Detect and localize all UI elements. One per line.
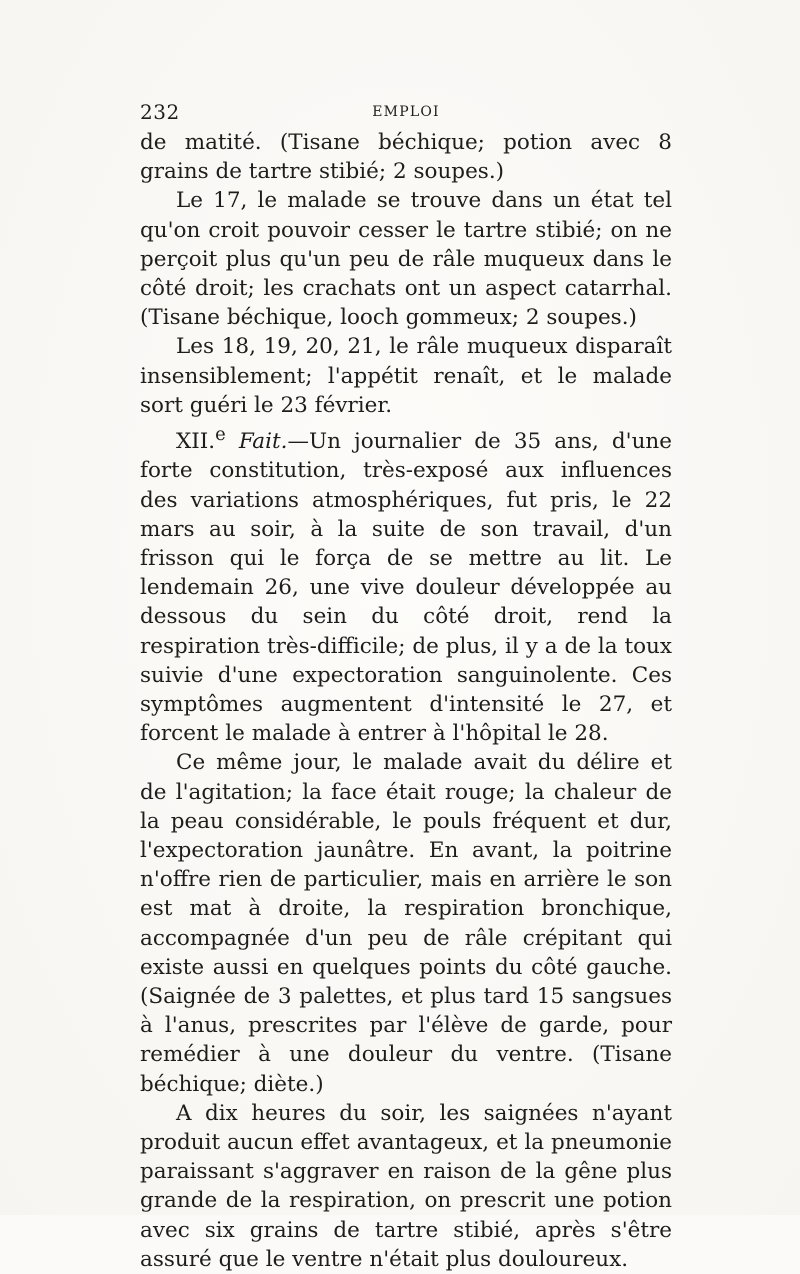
running-head: EMPLOI xyxy=(372,104,440,120)
case-title: Fait. xyxy=(238,429,288,455)
case-text: —Un journalier de 35 ans, d'une forte constitution, très-exposé aux influences des variations atmosphériques, fut pris, le 22 mars au soir, à la suite de son travail, d'un frisson qui le força de se mettre au lit. Le lendemain 26, une vive douleur développée au dessous du sein du côté droit, rend la respiration très-difficile; de plus, il y a de la toux suivie d'une expectoration sanguinolente. Ces symptômes augmentent d'intensité le 27, et forcent le malade à entrer à l'hôpital le 28. xyxy=(140,429,672,747)
paragraph-day-17: Le 17, le malade se trouve dans un état tel qu'on croit pouvoir cesser le tartre stibié; on ne perçoit plus qu'un peu de râle muqueux dans le côté droit; les crachats ont un aspect catarrhal. (Tisane béchique, looch gommeux; 2 soupes.) xyxy=(140,188,672,331)
paragraph-days-18-21: Les 18, 19, 20, 21, le râle muqueux disparaît insensiblement; l'appétit renaît, et le malade sort guéri le 23 février. xyxy=(140,334,672,418)
page-header xyxy=(140,100,672,124)
paragraph-same-day: Ce même jour, le malade avait du délire et de l'agitation; la face était rouge; la chaleur de la peau considérable, le pouls fréquent et dur, l'expectoration jaunâtre. En avant, la poitrine n'offre rien de particulier, mais en arrière le son est mat à droite, la respiration bronchique, accompagnée d'un peu de râle crépitant qui existe aussi en quelques points du côté gauche. (Saignée de 3 palettes, et plus tard 15 sangsues à l'anus, prescrites par l'élève de garde, pour remédier à une douleur du ventre. (Tisane béchique; diète.) xyxy=(140,750,672,1097)
paragraph-ten-pm: A dix heures du soir, les saignées n'ayant produit aucun effet avantageux, et la pneumonie paraissant s'aggraver en raison de la gêne plus grande de la respiration, on prescrit une potion avec six grains de tartre stibié, après s'être assuré que le ventre n'était plus douloureux. xyxy=(140,1100,672,1272)
page-number: 232 xyxy=(140,100,180,124)
page-body xyxy=(140,128,672,1274)
case-number-superscript: e xyxy=(215,424,226,446)
case-number: XII. xyxy=(176,429,216,455)
paragraph-continuation: de matité. (Tisane béchique; potion avec 8 grains de tartre stibié; 2 soupes.) xyxy=(140,130,672,185)
paragraph-case-xii xyxy=(140,420,672,748)
